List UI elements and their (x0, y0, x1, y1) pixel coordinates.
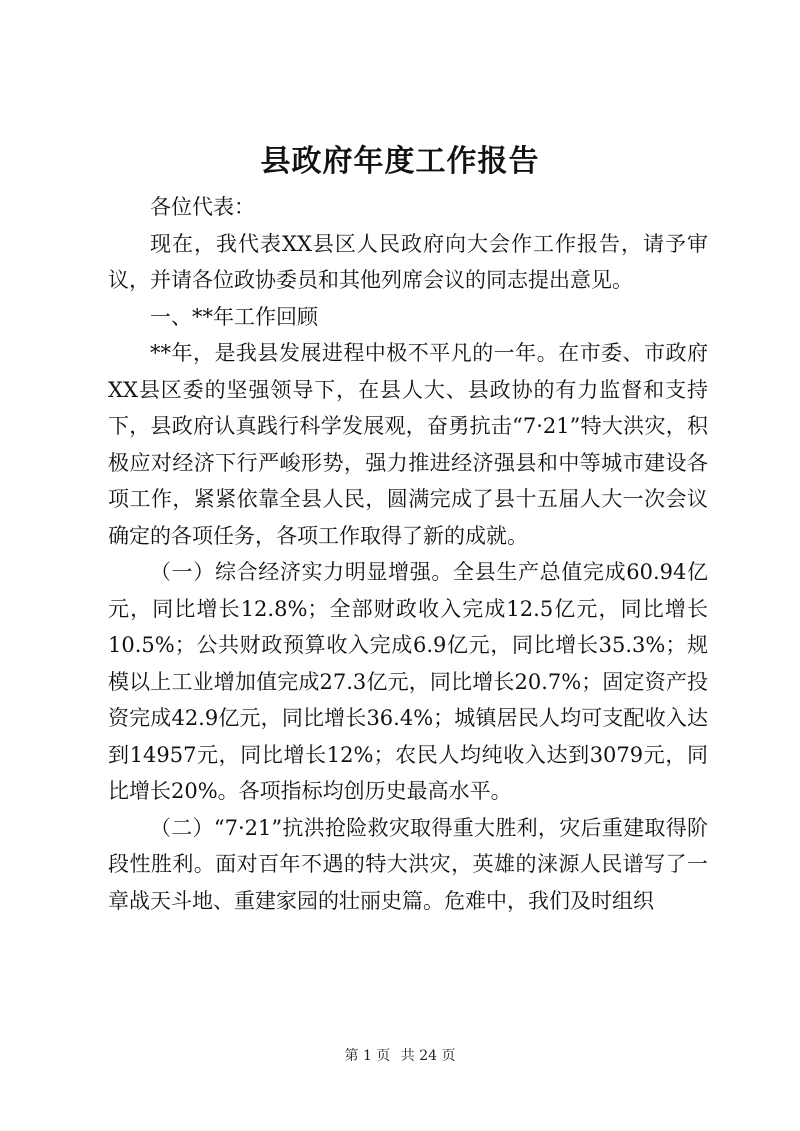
intro-paragraph: 现在，我代表XX县区人民政府向大会作工作报告，请予审议，并请各位政协委员和其他列席会议的同志提出意见。 (108, 231, 708, 292)
document-title: 县政府年度工作报告 (260, 144, 540, 179)
document-body (108, 189, 708, 919)
salutation-paragraph: 各位代表： (150, 195, 255, 219)
review-paragraph: **年，是我县发展进程中极不平凡的一年。在市委、市政府XX县区委的坚强领导下，在县人大、县政协的有力监督和支持下，县政府认真践行科学发展观，奋勇抗击“7·21”特大洪灾，积极应对经济下行严峻形势，强力推进经济强县和中等城市建设各项工作，紧紧依靠全县人民，圆满完成了县十五届人大一次会议确定的各项任务，各项工作取得了新的成就。 (108, 341, 708, 548)
economy-paragraph: （一）综合经济实力明显增强。全县生产总值完成60.94亿元，同比增长12.8%；全部财政收入完成12.5亿元，同比增长10.5%；公共财政预算收入完成6.9亿元，同比增长35.3%；规模以上工业增加值完成27.3亿元，同比增长20.7%；固定资产投资完成42.9亿元，同比增长36.4%；城镇居民人均可支配收入达到14957元，同比增长12%；农民人均纯收入达到3079元，同比增长20%。各项指标均创历史最高水平。 (108, 560, 708, 803)
page-total: 共 24 页 (400, 1048, 456, 1064)
flood-paragraph: （二）“7·21”抗洪抢险救灾取得重大胜利，灾后重建取得阶段性胜利。面对百年不遇的特大洪灾，英雄的涞源人民谱写了一章战天斗地、重建家园的壮丽史篇。危难中，我们及时组织 (108, 815, 708, 913)
page-footer (0, 1046, 800, 1066)
page-number: 第 1 页 (344, 1048, 391, 1064)
section-heading: 一、**年工作回顾 (150, 304, 318, 329)
